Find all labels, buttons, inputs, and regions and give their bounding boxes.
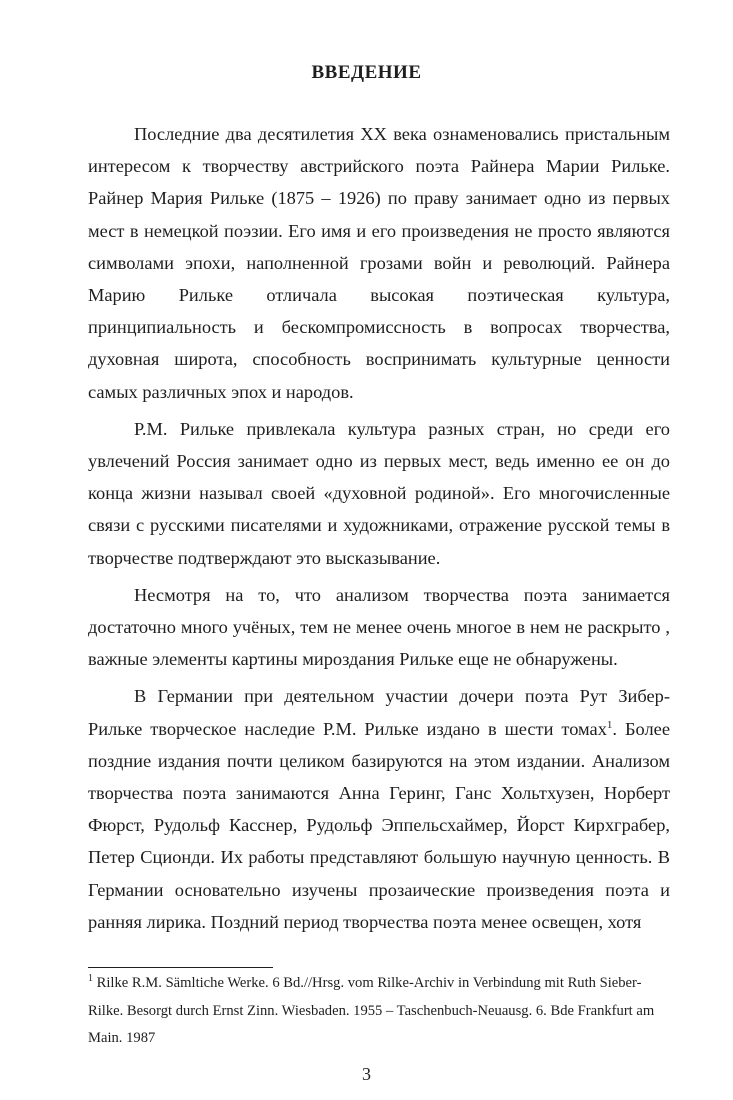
paragraph-4-text-before-ref: В Германии при деятельном участии дочери поэта Рут Зибер-Рильке творческое наследие Р.М. Рильке издано в шести томах	[88, 686, 670, 739]
footnote-reference-mark[interactable]: 1	[606, 718, 613, 731]
page-title: ВВЕДЕНИЕ	[311, 62, 422, 83]
body-text	[88, 118, 670, 938]
footnote	[88, 970, 670, 1053]
footnote-mark: 1	[88, 973, 93, 985]
paragraph-2: Р.М. Рильке привлекала культура разных стран, но среди его увлечений Россия занимает одно из первых мест, ведь именно ее он до конца жизни называл своей «духовной родиной». Его многочисленные связи с русскими писателями и художниками, отражение русской темы в творчестве подтверждают это высказывание.	[88, 418, 670, 568]
paragraph-3: Несмотря на то, что анализом творчества поэта занимается достаточно много учёных, тем не менее очень многое в нем не раскрыто , важные элементы картины мироздания Рильке еще не обнаружены.	[88, 584, 670, 670]
paragraph-4	[88, 680, 670, 938]
paragraph-1: Последние два десятилетия XX века ознаменовались пристальным интересом к творчеству австрийского поэта Райнера Марии Рильке. Райнер Мария Рильке (1875 – 1926) по праву занимает одно из первых мест в немецкой поэзии. Его имя и его произведения не просто являются символами эпохи, наполненной грозами войн и революций. Райнера Марию Рильке отличала высокая поэтическая культура, принципиальность и бескомпромиссность в вопросах творчества, духовная широта, способность воспринимать культурные ценности самых различных эпох и народов.	[88, 124, 670, 402]
footnote-text: Rilke R.M. Sämltiche Werke. 6 Bd.//Hrsg. vom Rilke-Archiv in Verbindung mit Ruth Sieber-Rilke. Besorgt durch Ernst Zinn. Wiesbaden. 1955 – Taschenbuch-Neuausg. 6. Bde Frankfurt am Main. 1987	[88, 975, 655, 1046]
footnote-divider	[88, 967, 273, 968]
paragraph-4-text-after-ref: . Более поздние издания почти целиком базируются на этом издании. Анализом творчества поэта занимаются Анна Геринг, Ганс Хольтхузен, Норберт Фюрст, Рудольф Касснер, Рудольф Эппельсхаймер, Йорст Кирхграбер, Петер Сционди. Их работы представляют большую научную ценность. В Германии основательно изучены прозаические произведения поэта и ранняя лирика. Поздний период творчества поэта менее освещен, хотя	[88, 718, 670, 932]
page-number: 3	[362, 1064, 371, 1084]
